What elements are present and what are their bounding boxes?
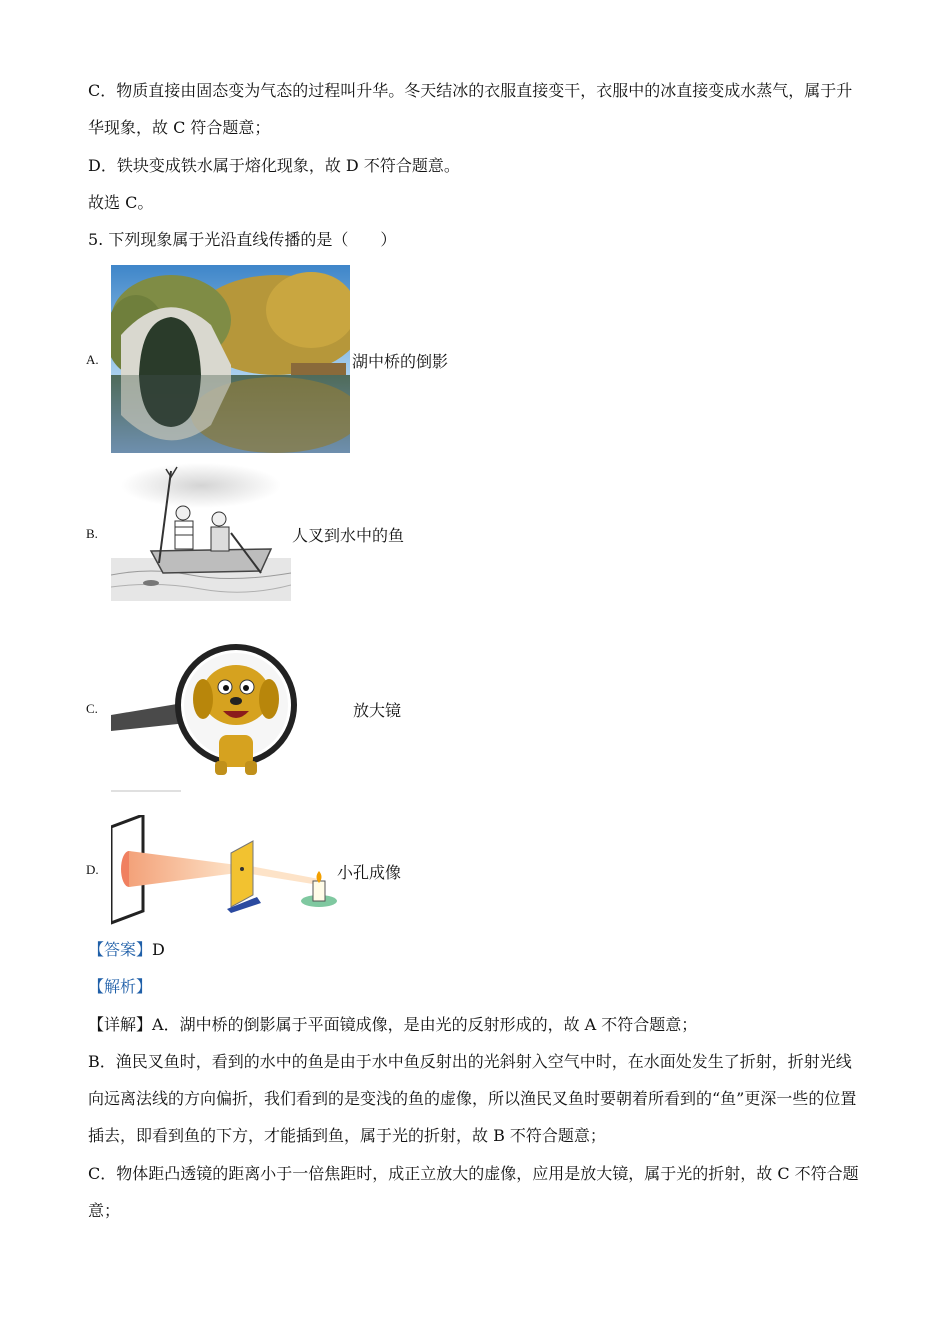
option-a-letter: A. <box>86 352 99 367</box>
option-c-letter: C. <box>86 701 98 716</box>
option-d-letter: D. <box>86 862 99 877</box>
option-b-letter: B. <box>86 526 98 541</box>
option-a-text: 湖中桥的倒影 <box>352 352 449 371</box>
detail-a <box>88 1006 863 1043</box>
question-stem: 5. 下列现象属于光沿直线传播的是（ ） <box>88 230 397 249</box>
fisherman-spearing-image <box>111 463 291 601</box>
prev-answer-c: C．物质直接由固态变为气态的过程叫升华。冬天结冰的衣服直接变干，衣服中的冰直接变成水蒸气，属于升华现象，故 C 符合题意； <box>88 81 853 137</box>
answer-label: 【答案】 <box>88 940 153 959</box>
option-c-text: 放大镜 <box>353 701 402 720</box>
bridge-reflection-image <box>111 265 350 453</box>
detail-a-text: A．湖中桥的倒影属于平面镜成像，是由光的反射形成的，故 A 不符合题意； <box>152 1015 698 1034</box>
detail-c: C．物体距凸透镜的距离小于一倍焦距时，成正立放大的虚像，应用是放大镜，属于光的折射，故 C 不符合题意； <box>88 1164 859 1220</box>
answer-line <box>88 931 863 968</box>
option-d-text: 小孔成像 <box>337 863 402 882</box>
answer-value: D <box>152 940 165 959</box>
prev-answer-choice: 故选 C。 <box>88 193 154 212</box>
option-b-text: 人叉到水中的鱼 <box>292 526 405 545</box>
analysis-label: 【解析】 <box>88 977 153 996</box>
pinhole-imaging-image <box>111 815 341 925</box>
magnifying-glass-image <box>111 633 301 793</box>
detail-b: B．渔民叉鱼时，看到的水中的鱼是由于水中鱼反射出的光斜射入空气中时，在水面处发生了折射，折射光线向远离法线的方向偏折，我们看到的是变浅的鱼的虚像，所以渔民叉鱼时要朝着所看到的“鱼”更深一些的位置插去，即看到鱼的下方，才能插到鱼，属于光的折射，故 B 不符合题意； <box>88 1052 857 1145</box>
prev-answer-d: D．铁块变成铁水属于熔化现象，故 D 不符合题意。 <box>88 156 460 175</box>
detail-label: 【详解】 <box>88 1015 153 1034</box>
